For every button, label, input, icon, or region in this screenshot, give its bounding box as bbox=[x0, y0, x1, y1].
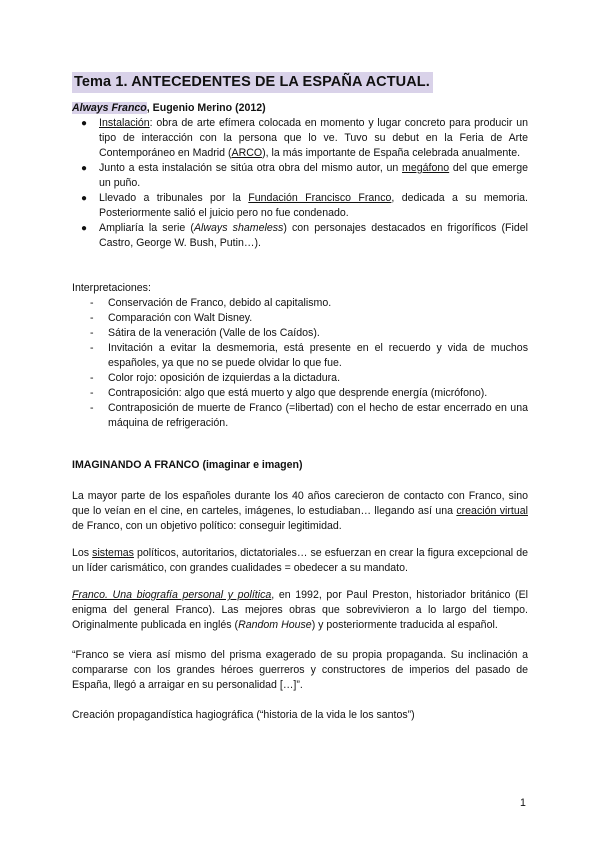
interpretation-text: Contraposición: algo que está muerto y algo que desprende energía (micrófono). bbox=[108, 387, 488, 399]
paragraph-text bbox=[72, 546, 528, 576]
text-run: ) y posteriormente traducida al español. bbox=[311, 619, 498, 631]
paragraph-text bbox=[72, 648, 528, 693]
emphasis-text: Random House bbox=[238, 619, 312, 631]
interpretation-text: Color rojo: oposición de izquierdas a la dictadura. bbox=[108, 372, 341, 384]
paragraph-text bbox=[72, 489, 528, 534]
interpretation-text: Invitación a evitar la desmemoria, está presente en el recuerdo y vida de muchos españoles, ya que no se puede olvidar lo que fue. bbox=[108, 342, 528, 369]
text-run: La mayor parte de los españoles durante los 40 años carecieron de contacto con Franco, sino que lo veían en el cine, en carteles, imágenes, lo estudiaban… llegando así una bbox=[72, 490, 528, 517]
dash-icon: - bbox=[90, 342, 94, 354]
emphasis-text: Fundación Francisco Franco bbox=[248, 192, 392, 204]
emphasis-text: Franco. Una biografía personal y política bbox=[72, 589, 272, 601]
bullet-list bbox=[72, 116, 528, 251]
section-always-franco bbox=[72, 101, 528, 251]
paragraph-text bbox=[72, 708, 528, 723]
emphasis-text: megáfono bbox=[402, 162, 450, 174]
emphasis-text: ARCO bbox=[231, 147, 263, 159]
quote-paragraph bbox=[72, 648, 528, 693]
section2-heading: IMAGINANDO A FRANCO (imaginar e imagen) bbox=[72, 459, 303, 471]
bullet-icon: ● bbox=[81, 163, 88, 174]
text-run: Ampliaría la serie ( bbox=[99, 222, 194, 234]
text-run: del que emerge un puño. bbox=[99, 162, 528, 189]
dash-icon: - bbox=[90, 372, 94, 384]
interpretation-item bbox=[72, 311, 528, 326]
text-run: , dedicada a su memoria. Posteriormente salió el juicio pero no fue condenado. bbox=[99, 192, 529, 219]
text-run: de Franco, con un objetivo político: conseguir legitimidad. bbox=[72, 520, 342, 532]
interpretation-text: Contraposición de muerte de Franco (=libertad) con el hecho de estar encerrado en una máquina de refrigeración. bbox=[108, 402, 528, 429]
bullet-item bbox=[72, 221, 528, 251]
bullet-item bbox=[72, 161, 528, 191]
dash-icon: - bbox=[90, 402, 94, 414]
interpretation-text: Comparación con Walt Disney. bbox=[108, 312, 253, 324]
work-heading bbox=[72, 101, 528, 116]
text-run: ), la más importante de España celebrada anualmente. bbox=[262, 147, 521, 159]
dash-icon: - bbox=[90, 387, 94, 399]
interpretations-list bbox=[72, 296, 528, 431]
interpretation-item bbox=[72, 371, 528, 386]
page-number: 1 bbox=[520, 797, 526, 809]
text-run: políticos, autoritarios, dictatoriales… se esfuerzan en crear la figura excepcional de un líder carismático, con grandes cualidades = obedecer a su mandato. bbox=[72, 547, 529, 574]
bullet-item bbox=[72, 191, 528, 221]
bullet-icon: ● bbox=[81, 193, 88, 204]
interpretation-item bbox=[72, 341, 528, 371]
interpretation-text: Conservación de Franco, debido al capitalismo. bbox=[108, 297, 332, 309]
emphasis-text: Instalación bbox=[99, 117, 150, 129]
text-run: Creación propagandística hagiográfica (“historia de la vida le los santos”) bbox=[72, 709, 415, 721]
dash-icon: - bbox=[90, 297, 94, 309]
text-run: ) con personajes destacados en frigoríficos (Fidel Castro, George W. Bush, Putin…). bbox=[99, 222, 528, 249]
text-run: Los bbox=[72, 547, 93, 559]
text-run: Llevado a tribunales por la bbox=[99, 192, 249, 204]
text-run: “Franco se viera así mismo del prisma exagerado de su propia propaganda. Su inclinación a compararse con los grandes héroes guerreros y constructores de imperios del pasado de España, llegó a arraigar en su personalidad […]”. bbox=[72, 649, 528, 691]
text-run: Junto a esta instalación se sitúa otra obra del mismo autor, un bbox=[99, 162, 403, 174]
dash-icon: - bbox=[90, 327, 94, 339]
bullet-item bbox=[72, 116, 528, 161]
section-imaginando bbox=[72, 458, 528, 473]
interpretation-item bbox=[72, 326, 528, 341]
interpretation-text: Sátira de la veneración (Valle de los Caídos). bbox=[108, 327, 320, 339]
page-title: Tema 1. ANTECEDENTES DE LA ESPAÑA ACTUAL. bbox=[72, 72, 433, 93]
paragraph bbox=[72, 588, 528, 633]
bullet-icon: ● bbox=[81, 118, 88, 129]
work-title: Always Franco bbox=[72, 102, 147, 114]
interpretation-item bbox=[72, 386, 528, 401]
text-run: : obra de arte efímera colocada en momento y lugar concreto para producir un tipo de interacción con la persona que lo ve. Tuvo su debut en la Feria de Arte Contemporáneo en Madrid ( bbox=[99, 117, 528, 159]
section-interpretations bbox=[72, 281, 528, 431]
interpretation-item bbox=[72, 296, 528, 311]
interpretation-item bbox=[72, 401, 528, 431]
work-author: , Eugenio Merino (2012) bbox=[146, 102, 266, 114]
dash-icon: - bbox=[90, 312, 94, 324]
text-run: , en 1992, por Paul Preston, historiador británico (El enigma del general Franco). Las mejores obras que sobrevivieron a lo largo del tiempo. Originalmente publicada en inglés ( bbox=[72, 589, 529, 631]
bullet-icon: ● bbox=[81, 223, 88, 234]
emphasis-text: sistemas bbox=[92, 547, 134, 559]
paragraph-text bbox=[72, 588, 528, 633]
interpretations-heading: Interpretaciones: bbox=[72, 282, 151, 294]
paragraph bbox=[72, 546, 528, 576]
emphasis-text: Always shameless bbox=[193, 222, 284, 234]
paragraph bbox=[72, 708, 528, 723]
emphasis-text: creación virtual bbox=[456, 505, 528, 517]
paragraph bbox=[72, 489, 528, 534]
